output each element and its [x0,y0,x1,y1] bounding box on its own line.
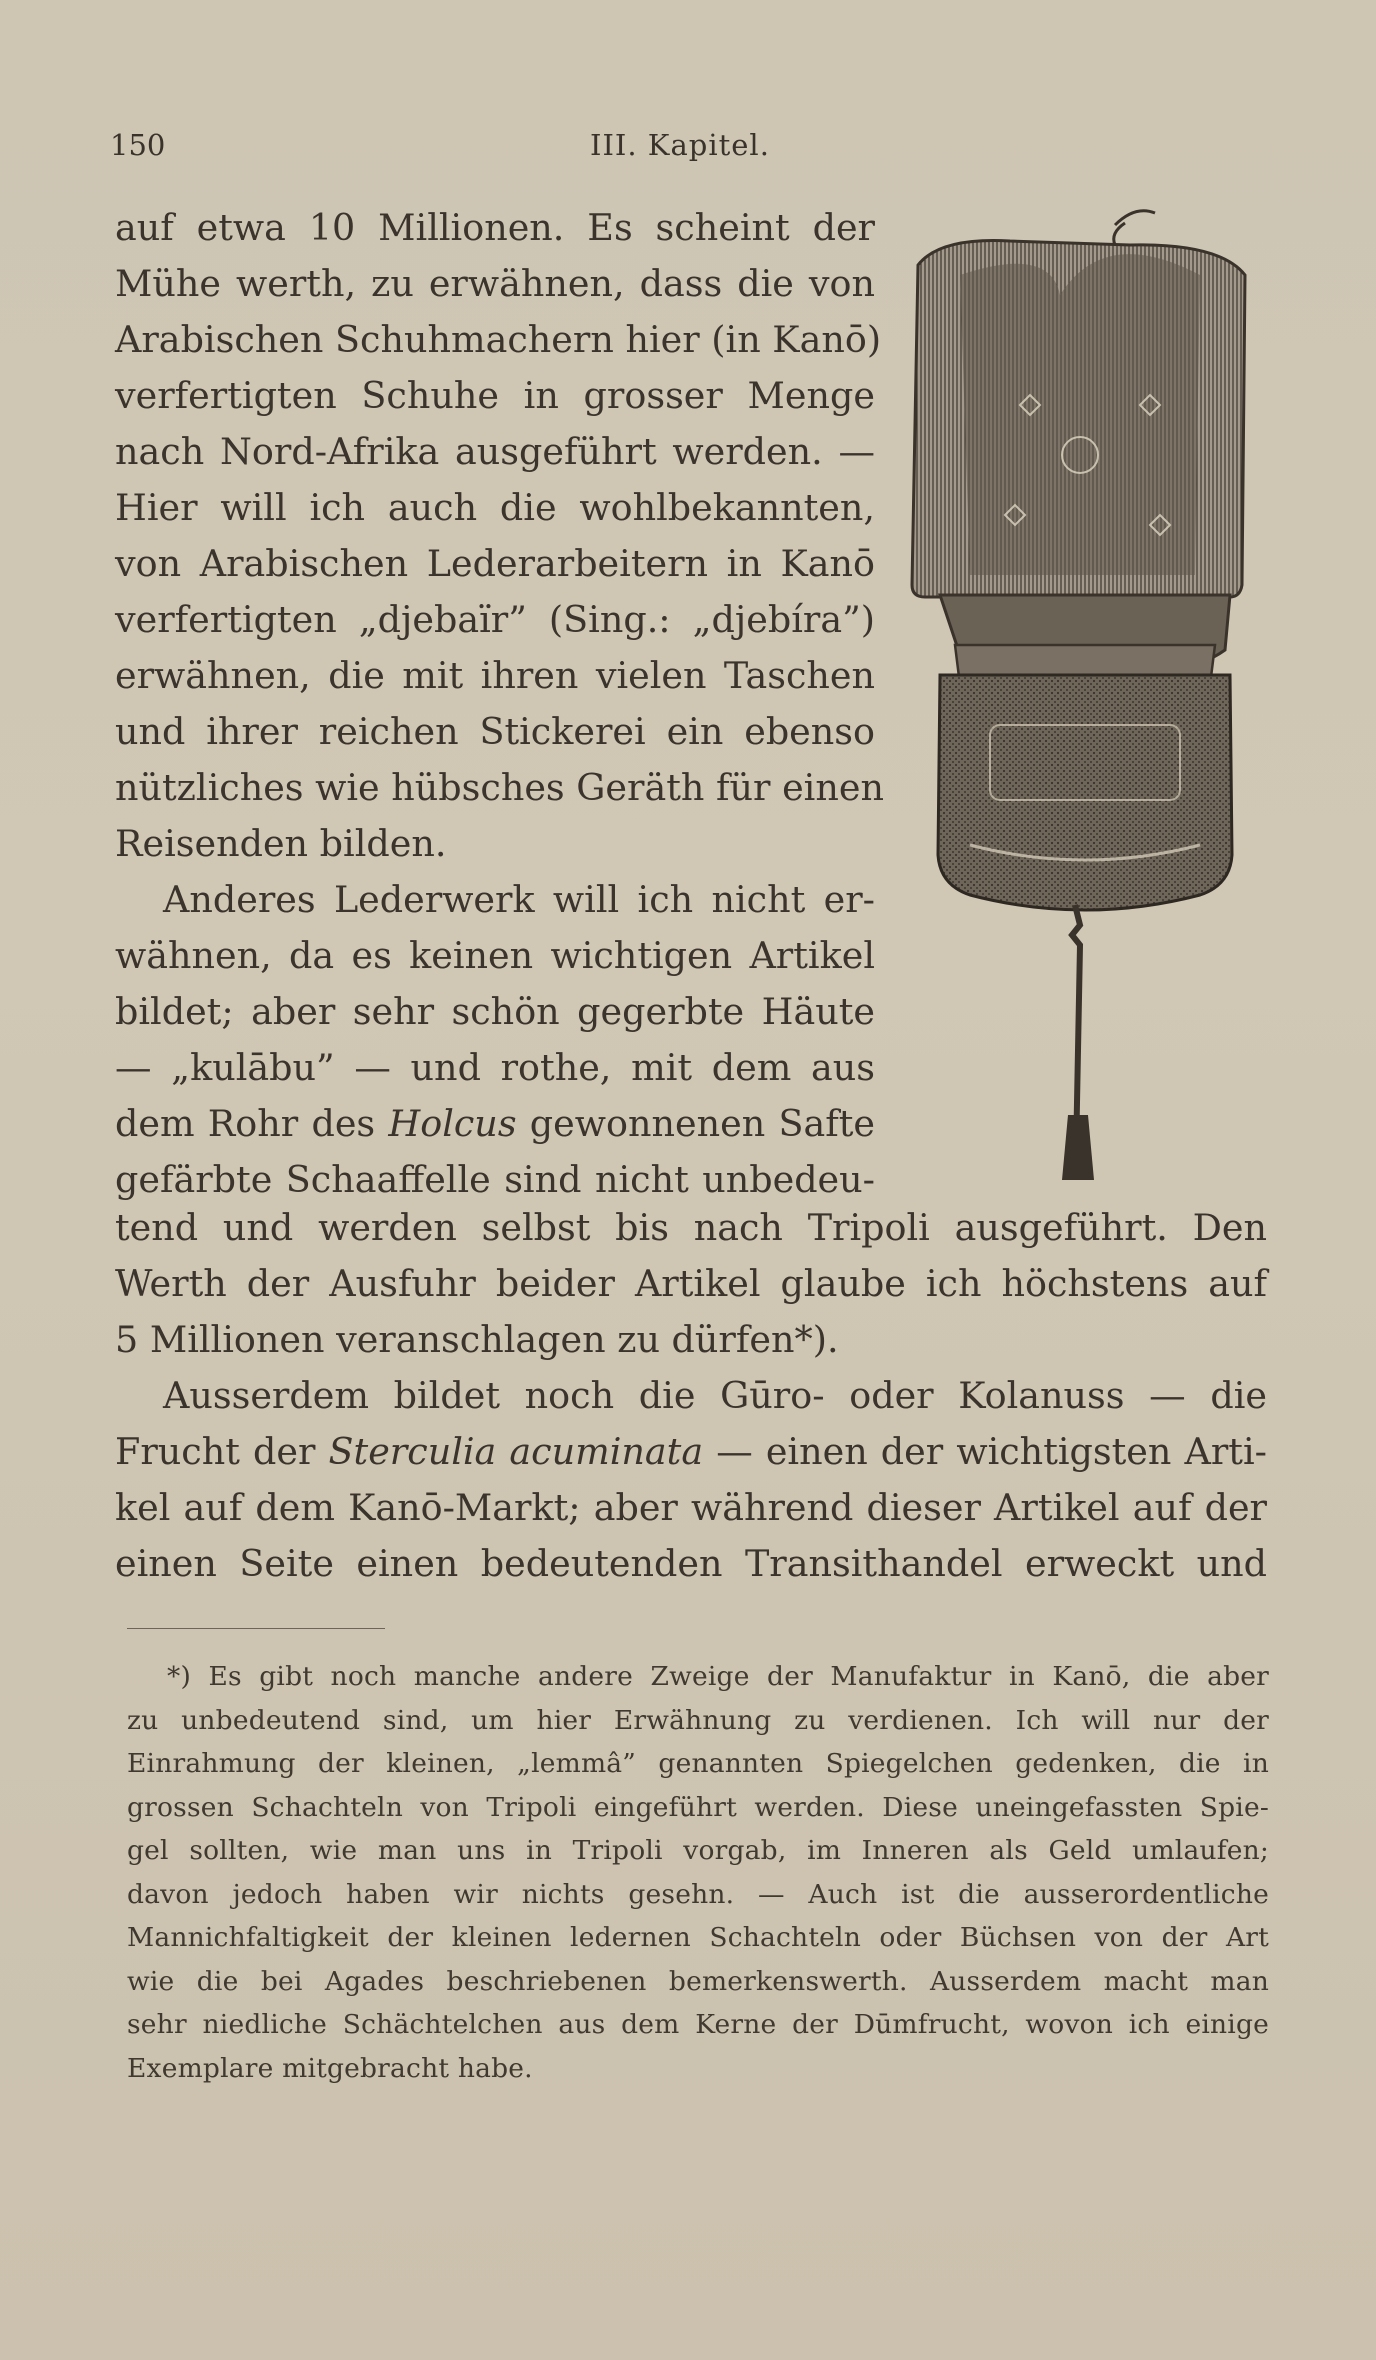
footnote-line: grossen Schachteln von Tripoli eingeführt werden. Diese uneingefassten Spie- [127,1791,1269,1823]
footnote-line: Mannichfaltigkeit der kleinen ledernen Schachteln oder Büchsen von der Art [127,1922,1269,1953]
text-line: bildet; aber sehr schön gegerbte Häute [115,990,875,1033]
text-line: Mühe werth, zu erwähnen, dass die von [115,262,875,305]
text-line: wähnen, da es keinen wichtigen Artikel [115,934,875,977]
body-text-wide [115,1200,1267,1592]
text-line: einen Seite einen bedeutenden Transithandel erweckt und [115,1542,1267,1585]
footnote-line: *) Es gibt noch manche andere Zweige der Manufaktur in Kanō, die aber [167,1661,1269,1692]
text-line: erwähnen, die mit ihren vielen Taschen [115,654,875,697]
text-line: gefärbte Schaaffelle sind nicht unbedeu- [115,1158,875,1201]
taxon-sterculia: Sterculia acuminata [328,1430,704,1473]
text-fragment: dem Rohr des [115,1102,389,1145]
footnote-line: Exemplare mitgebracht habe. [127,2052,533,2084]
footnote-line: zu unbedeutend sind, um hier Erwähnung zu verdienen. Ich will nur der [127,1704,1269,1736]
text-fragment: Frucht der [115,1430,329,1473]
text-line: Ausserdem bildet noch die Gūro- oder Kolanuss — die [163,1374,1267,1417]
footnote-line: wie die bei Agades beschriebenen bemerkenswerth. Ausserdem macht man [127,1965,1269,1997]
taxon-holcus: Holcus [388,1102,517,1145]
text-line: Reisenden bilden. [115,822,447,865]
footnote-line: davon jedoch haben wir nichts gesehn. — Auch ist die ausserordentliche [127,1878,1269,1910]
text-line: von Arabischen Lederarbeitern in Kanō [115,542,875,585]
footnote-line: sehr niedliche Schächtelchen aus dem Kerne der Dūmfrucht, wovon ich einige [127,2009,1269,2040]
text-fragment: gewonnenen Safte [516,1102,875,1145]
text-line: kel auf dem Kanō-Markt; aber während dieser Artikel auf der [115,1486,1267,1529]
text-line: nach Nord-Afrika ausgeführt werden. — [115,430,875,473]
footnote-line: Einrahmung der kleinen, „lemmâ” genannten Spiegelchen gedenken, die in [127,1748,1269,1779]
text-line: auf etwa 10 Millionen. Es scheint der [115,206,875,249]
footnote-rule [127,1628,385,1629]
text-line: tend und werden selbst bis nach Tripoli ausgeführt. Den [115,1206,1267,1249]
text-line: verfertigten Schuhe in grosser Menge [115,374,875,417]
text-fragment: — einen der wichtigsten Arti- [703,1430,1267,1473]
text-line: — „kulābu” — und rothe, mit dem aus [115,1046,875,1089]
text-line-holcus [115,1096,875,1152]
page-header [110,128,1265,168]
text-line-sterculia [115,1424,1267,1480]
text-line: verfertigten „djebaïr” (Sing.: „djebíra”) [115,598,875,641]
text-line: Anderes Lederwerk will ich nicht er- [163,878,875,921]
text-line: Werth der Ausfuhr beider Artikel glaube ich höchstens auf [115,1262,1267,1305]
text-line: Hier will ich auch die wohlbekannten, [115,486,875,529]
leather-bag-illustration [900,205,1270,1190]
text-line: 5 Millionen veranschlagen zu dürfen*). [115,1318,839,1361]
text-line: und ihrer reichen Stickerei ein ebenso [115,710,875,753]
body-text-narrow [115,200,884,1208]
footnote-line: gel sollten, wie man uns in Tripoli vorgab, im Inneren als Geld umlaufen; [127,1835,1269,1866]
text-line: nützliches wie hübsches Geräth für einen [115,766,884,809]
running-head: III. Kapitel. [590,128,770,162]
text-line: Arabischen Schuhmachern hier (in Kanō) [115,318,882,361]
page-number: 150 [110,128,166,162]
footnote [127,1655,1269,2090]
